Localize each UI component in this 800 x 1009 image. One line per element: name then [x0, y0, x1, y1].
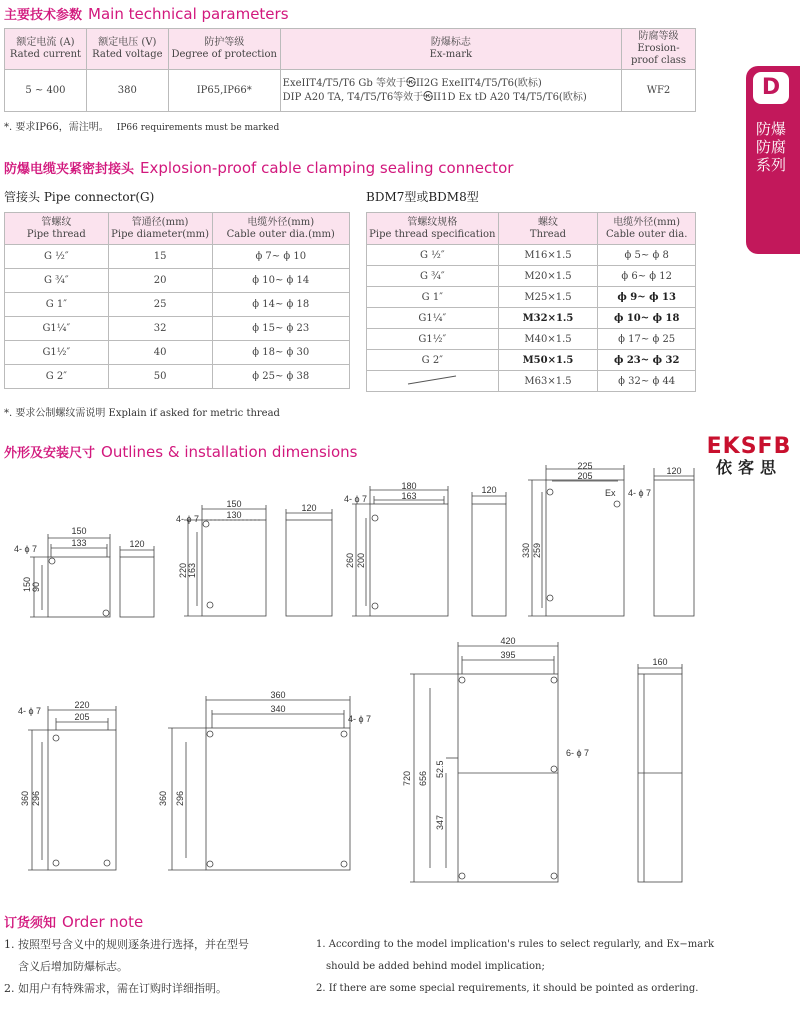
pipe-connector-subtitle: 管接头 Pipe connector(G) [4, 190, 155, 204]
dim-150-c: 150 [226, 499, 242, 509]
cell-exmark: ExeIIT4/T5/T6 Gb 等效于㉿II2G ExeIIT4/T5/T6(欧标) DIP A20 TA, T4/T5/T6等效于㉿II1D Ex tD A20 T4/T5/T6(欧标) [280, 70, 621, 112]
side-tab [746, 66, 800, 254]
dim-220-b: 220 [74, 700, 90, 710]
order-cn-1b: 含义后增加防爆标志。 [18, 960, 128, 973]
main-params-note: *. 要求IP66，需注明。 IP66 requirements must be marked [4, 122, 280, 133]
slash-mark [402, 374, 462, 386]
dim-360-b: 360 [270, 690, 286, 700]
order-title: 订货须知 Order note [4, 913, 144, 931]
dim-120-c: 120 [481, 485, 497, 495]
table-row: G ½″ 15 ϕ 7~ ϕ 10 [5, 245, 350, 269]
brand-name-cn: 依客思 [715, 458, 782, 477]
order-notes-cn [4, 934, 304, 1000]
dim-200: 200 [356, 552, 366, 568]
dim-163-b: 163 [401, 491, 417, 501]
enclosure-360-narrow [28, 706, 116, 870]
holes-label-6: 4- ϕ 7 [348, 714, 372, 724]
dim-205: 205 [577, 471, 593, 481]
side-tab-letter: D [753, 72, 789, 104]
dim-395: 395 [500, 650, 516, 660]
dim-296-b: 296 [175, 790, 185, 806]
dim-220: 220 [178, 562, 188, 578]
table-row: M63×1.5 ϕ 32~ ϕ 44 [367, 371, 696, 392]
table-row: G1¼″ M32×1.5 ϕ 10~ ϕ 18 [367, 308, 696, 329]
bdm-subtitle: BDM7型或BDM8型 [366, 190, 479, 204]
dim-296-a: 296 [31, 790, 41, 806]
dim-120-b: 120 [301, 503, 317, 513]
dim-180: 180 [401, 481, 417, 491]
cell-protection: IP65,IP66* [168, 70, 280, 112]
dim-259: 259 [532, 542, 542, 558]
dim-52: 52.5 [435, 760, 445, 778]
outline-drawings [0, 460, 800, 900]
order-cn-1a: 1. 按照型号含义中的规则逐条进行选择，并在型号 [4, 938, 249, 951]
table-row: G1½″ M40×1.5 ϕ 17~ ϕ 25 [367, 329, 696, 350]
table-row: G ¾″ M20×1.5 ϕ 6~ ϕ 12 [367, 266, 696, 287]
cell-current: 5 ~ 400 [5, 70, 87, 112]
enclosure-330-side [654, 468, 694, 616]
pipe-connector-table [4, 212, 350, 389]
dim-163: 163 [187, 562, 197, 578]
table-row: G ¾″ 20 ϕ 10~ ϕ 14 [5, 269, 350, 293]
side-tab-label: 防爆防腐系列 [756, 120, 787, 174]
dim-340: 340 [270, 704, 286, 714]
dim-225: 225 [577, 461, 593, 471]
main-params-table [4, 28, 696, 112]
outline-title: 外形及安装尺寸 Outlines & installation dimensions [4, 443, 358, 461]
dim-205-b: 205 [74, 712, 90, 722]
dim-347: 347 [435, 814, 445, 830]
table-row: G1½″ 40 ϕ 18~ ϕ 30 [5, 341, 350, 365]
enclosure-260-side [472, 492, 506, 616]
dim-656: 656 [418, 770, 428, 786]
right-header-thread: 螺纹 Thread [498, 213, 598, 245]
main-params-title-cn: 主要技术参数 [4, 8, 83, 23]
dim-360-c: 360 [158, 790, 168, 806]
enclosure-720-side [638, 664, 682, 882]
dim-720: 720 [402, 770, 412, 786]
header-erosion: 防腐等级 Erosion-proof class [622, 29, 696, 70]
ex-label: Ex [605, 488, 616, 498]
left-header-diameter: 管通径(mm) Pipe diameter(mm) [108, 213, 212, 245]
table-row: G 2″ 50 ϕ 25~ ϕ 38 [5, 365, 350, 389]
dim-150-a: 150 [71, 526, 87, 536]
dim-120-d: 120 [666, 466, 682, 476]
main-params-title-en: Main technical parameters [88, 5, 289, 23]
dim-120-a: 120 [129, 539, 145, 549]
right-header-cable: 电缆外径(mm) Cable outer dia. [598, 213, 696, 245]
order-en-2: 2. If there are some special requirements, it should be pointed as ordering. [316, 983, 699, 994]
holes-label-2: 4- ϕ 7 [176, 514, 200, 524]
dim-420: 420 [500, 636, 516, 646]
table-row: G 1″ M25×1.5 ϕ 9~ ϕ 13 [367, 287, 696, 308]
dim-260: 260 [345, 552, 355, 568]
table-row: G1¼″ 32 ϕ 15~ ϕ 23 [5, 317, 350, 341]
dim-360-a: 360 [20, 790, 30, 806]
dim-130: 130 [226, 510, 242, 520]
brand-logo-text: EKSFB [706, 434, 792, 459]
left-header-cable: 电缆外径(mm) Cable outer dia.(mm) [212, 213, 349, 245]
holes-label-7: 6- ϕ 7 [566, 748, 590, 758]
enclosure-150 [30, 534, 110, 617]
left-header-thread: 管螺纹 Pipe thread [5, 213, 109, 245]
bdm-table [366, 212, 696, 392]
enclosure-720 [410, 642, 558, 882]
empty-spec-cell [367, 371, 499, 392]
enclosure-360-wide [168, 696, 350, 870]
table-row: G 2″ M50×1.5 ϕ 23~ ϕ 32 [367, 350, 696, 371]
header-exmark: 防爆标志 Ex-mark [280, 29, 621, 70]
cell-erosion: WF2 [622, 70, 696, 112]
dim-90: 90 [31, 581, 41, 592]
cable-note: *. 要求公制螺纹需说明 Explain if asked for metric thread [4, 408, 280, 419]
holes-label-1: 4- ϕ 7 [14, 544, 38, 554]
order-en-1b: should be added behind model implication; [326, 961, 545, 972]
dim-160: 160 [652, 657, 668, 667]
cable-title: 防爆电缆夹紧密封接头 Explosion-proof cable clamping sealing connector [4, 159, 514, 177]
order-en-1a: 1. According to the model implication's rules to select regularly, and Ex−mark [316, 939, 715, 950]
table-row: G 1″ 25 ϕ 14~ ϕ 18 [5, 293, 350, 317]
holes-label-4: 4- ϕ 7 [628, 488, 652, 498]
enclosure-150-side [120, 546, 154, 617]
right-header-spec: 管螺纹规格 Pipe thread specification [367, 213, 499, 245]
enclosure-260 [352, 486, 448, 616]
enclosure-220-side [286, 509, 332, 616]
header-protection: 防护等级 Degree of protection [168, 29, 280, 70]
order-cn-2: 2. 如用户有特殊需求，需在订购时详细指明。 [4, 982, 227, 995]
holes-label-5: 4- ϕ 7 [18, 706, 42, 716]
dim-150-b: 150 [22, 576, 32, 592]
header-rated-current: 额定电流 (A) Rated current [5, 29, 87, 70]
main-params-title [4, 4, 289, 23]
table-row: G ½″ M16×1.5 ϕ 5~ ϕ 8 [367, 245, 696, 266]
holes-label-3: 4- ϕ 7 [344, 494, 368, 504]
cell-voltage: 380 [86, 70, 168, 112]
header-rated-voltage: 额定电压 (V) Rated voltage [86, 29, 168, 70]
dim-330: 330 [521, 542, 531, 558]
order-notes-en [316, 934, 746, 1000]
dim-133: 133 [71, 538, 87, 548]
